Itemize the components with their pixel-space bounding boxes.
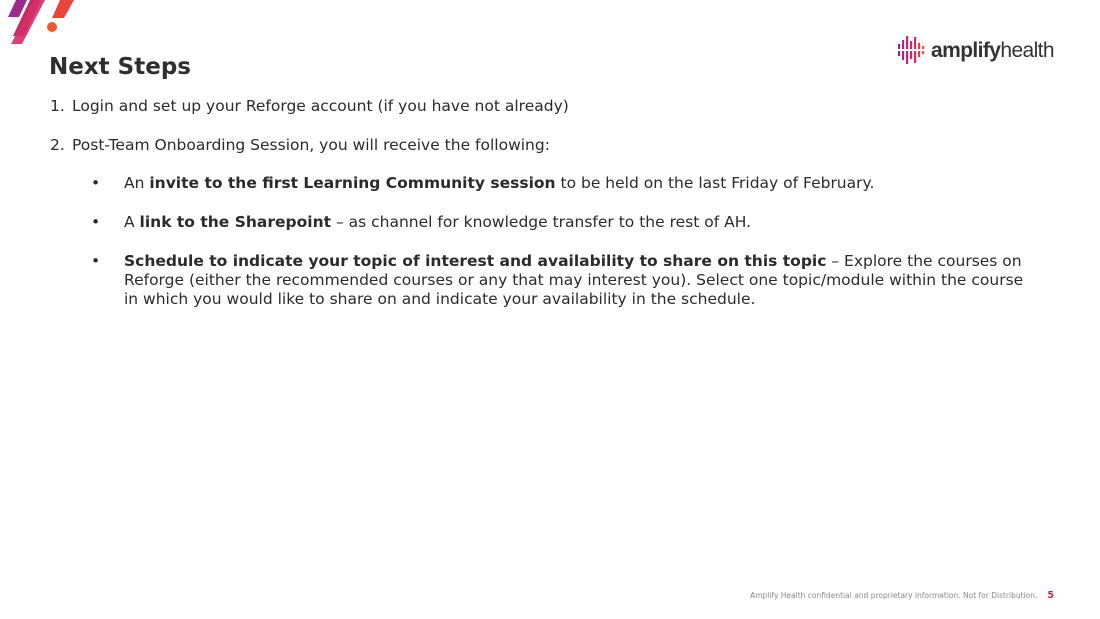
deliverable-suffix: to be held on the last Friday of February. xyxy=(555,174,875,192)
amplify-health-logo xyxy=(897,34,1054,66)
corner-stripes-decoration xyxy=(0,0,90,50)
deliverable-text xyxy=(124,252,1030,309)
steps-list xyxy=(50,97,1050,175)
logo-brand-light: health xyxy=(1000,38,1054,62)
logo-brand-bold: amplify xyxy=(931,38,1001,62)
amplify-health-logo-text xyxy=(931,40,1054,61)
step-item xyxy=(50,136,1050,155)
page-title: Next Steps xyxy=(49,54,191,80)
bullet-marker: • xyxy=(91,213,101,231)
deliverable-item xyxy=(90,174,1030,193)
deliverable-suffix: – Explore the courses on Reforge (either the recommended courses or any that may interest you). Select one topic/module within the course in which you would like to share on and indicate your availability in the schedule. xyxy=(124,252,1024,308)
deliverable-text xyxy=(124,213,751,232)
bullet-marker: • xyxy=(91,252,101,270)
amplify-health-logo-mark-icon xyxy=(897,34,927,66)
deliverable-prefix: A xyxy=(124,213,140,231)
step-item xyxy=(50,97,1050,116)
deliverable-item xyxy=(90,213,1030,232)
page-number: 5 xyxy=(1047,590,1054,601)
deliverable-bold: invite to the first Learning Community session xyxy=(149,174,556,192)
footer xyxy=(750,590,1054,601)
step-text: Post-Team Onboarding Session, you will receive the following: xyxy=(72,136,550,154)
step-text: Login and set up your Reforge account (if you have not already) xyxy=(72,97,569,115)
step-number: 2. xyxy=(50,136,65,154)
deliverable-item xyxy=(90,252,1030,309)
deliverable-bold: Schedule to indicate your topic of interest and availability to share on this topic xyxy=(124,252,827,270)
deliverables-list xyxy=(90,174,1030,329)
confidentiality-note: Amplify Health confidential and proprietary information. Not for Distribution. xyxy=(750,591,1038,600)
deliverable-suffix: – as channel for knowledge transfer to the rest of AH. xyxy=(331,213,751,231)
step-number: 1. xyxy=(50,97,65,115)
deliverable-prefix: An xyxy=(124,174,150,192)
deliverable-bold: link to the Sharepoint xyxy=(139,213,332,231)
deliverable-text xyxy=(124,174,874,193)
bullet-marker: • xyxy=(91,174,101,192)
